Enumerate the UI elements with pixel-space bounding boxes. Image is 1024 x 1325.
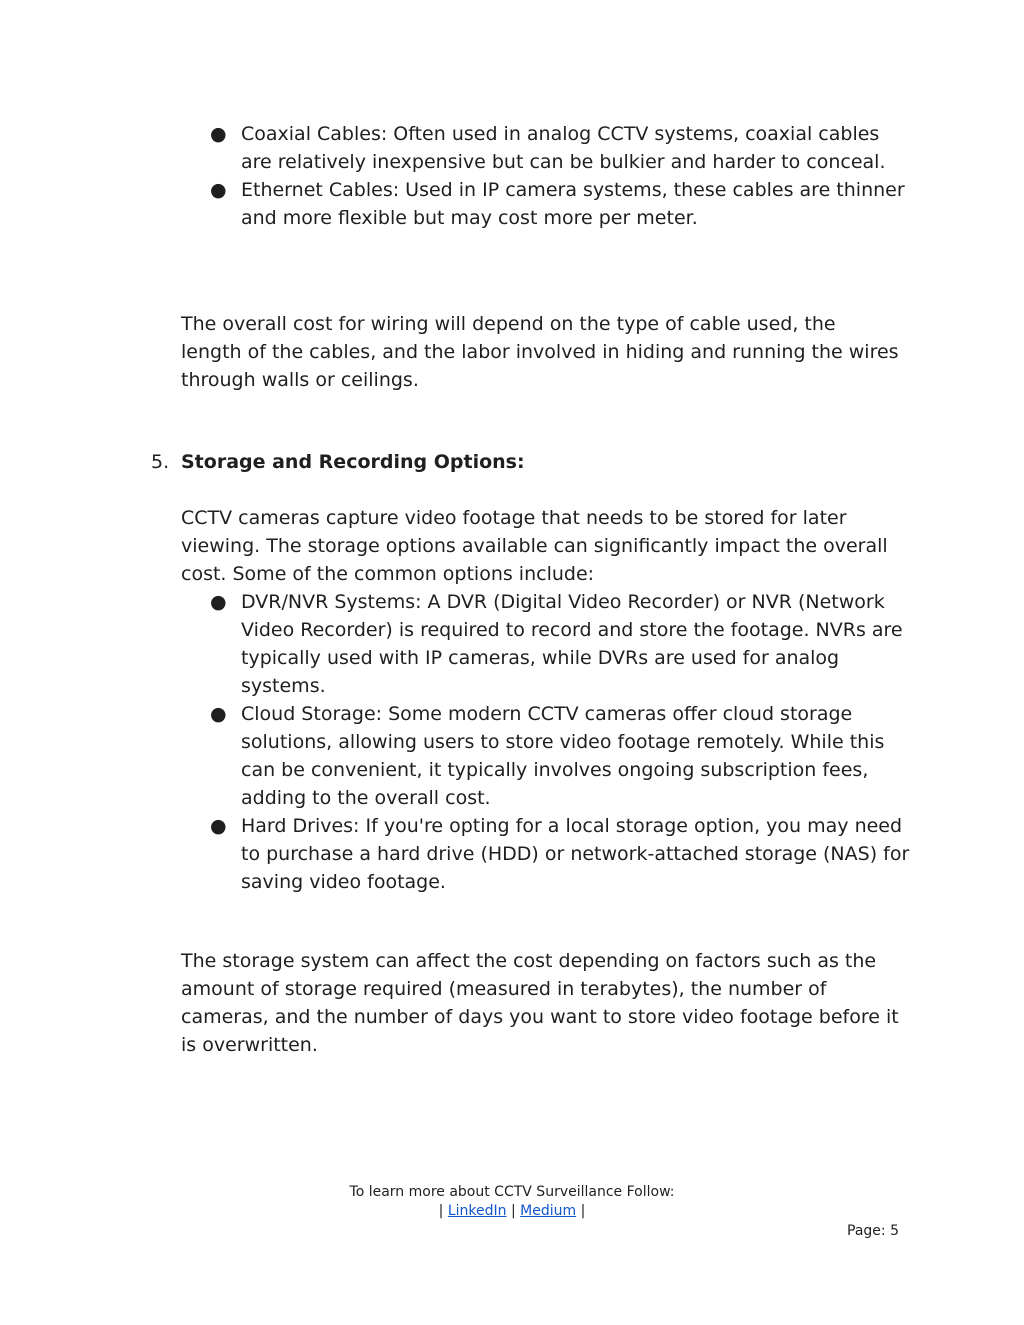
page-number: Page: 5: [847, 1223, 899, 1239]
footer-follow-text: To learn more about CCTV Surveillance Follow:: [349, 1184, 675, 1200]
footer-separator: |: [580, 1203, 586, 1219]
list-item: [210, 176, 910, 232]
medium-link[interactable]: Medium: [520, 1203, 577, 1219]
section-title: Storage and Recording Options:: [181, 451, 525, 473]
section-heading: [151, 448, 525, 476]
bullet-icon: ●: [210, 703, 227, 725]
list-item: [210, 812, 910, 896]
list-item-text: Cloud Storage: Some modern CCTV cameras offer cloud storage solutions, allowing users to store video footage remotely. While this can be convenient, it typically involves ongoing subscription fees, adding to the overall cost.: [241, 703, 885, 809]
bullet-icon: ●: [210, 815, 227, 837]
footer-links: [0, 1201, 1024, 1221]
linkedin-link[interactable]: LinkedIn: [447, 1203, 507, 1219]
list-item-text: Coaxial Cables: Often used in analog CCTV systems, coaxial cables are relatively inexpensive but can be bulkier and harder to conceal.: [241, 123, 886, 173]
bullet-icon: ●: [210, 591, 227, 613]
list-item: [210, 588, 910, 700]
storage-cost-paragraph: The storage system can affect the cost depending on factors such as the amount of storage required (measured in terabytes), the number of cameras, and the number of days you want to store video footage before it is overwritten.: [181, 950, 899, 1056]
footer-separator: |: [438, 1203, 444, 1219]
footer-separator: |: [510, 1203, 516, 1219]
bullet-icon: ●: [210, 123, 227, 145]
list-item-text: Ethernet Cables: Used in IP camera systems, these cables are thinner and more flexible but may cost more per meter.: [241, 179, 905, 229]
storage-options-list: [210, 588, 910, 896]
list-item-text: DVR/NVR Systems: A DVR (Digital Video Recorder) or NVR (Network Video Recorder) is required to record and store the footage. NVRs are typically used with IP cameras, while DVRs are used for analog systems.: [241, 591, 903, 697]
list-item: [210, 700, 910, 812]
bullet-icon: ●: [210, 179, 227, 201]
list-item: [210, 120, 910, 176]
section-number: 5.: [151, 451, 170, 473]
storage-intro-paragraph: CCTV cameras capture video footage that needs to be stored for later viewing. The storage options available can significantly impact the overall cost. Some of the common options include:: [181, 507, 888, 585]
wiring-cost-paragraph: The overall cost for wiring will depend on the type of cable used, the length of the cables, and the labor involved in hiding and running the wires through walls or ceilings.: [181, 313, 899, 391]
cable-types-list: [210, 120, 910, 232]
list-item-text: Hard Drives: If you're opting for a local storage option, you may need to purchase a hard drive (HDD) or network-attached storage (NAS) for saving video footage.: [241, 815, 910, 893]
